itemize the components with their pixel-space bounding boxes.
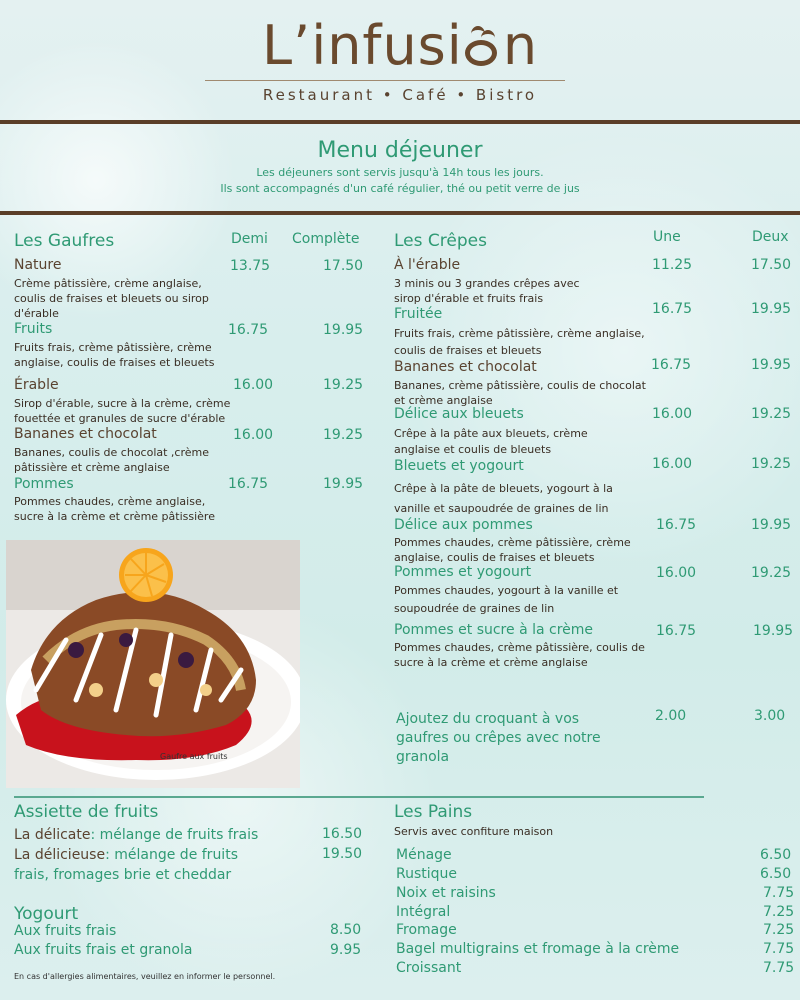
gaufre-name: Érable <box>14 377 59 393</box>
crepe-name: Pommes et sucre à la crème <box>394 622 594 638</box>
pain-item: Intégral <box>396 904 451 920</box>
pain-item: Bagel multigrains et fromage à la crème <box>396 941 680 957</box>
pain-price: 6.50 <box>760 847 792 863</box>
gaufre-description: Crème pâtissière, crème anglaise, coulis de fraises et bleuets ou sirop d'érable <box>14 277 209 320</box>
crepe-price-deux: 19.25 <box>751 456 792 472</box>
yogourt-price: 8.50 <box>330 922 362 938</box>
crepes-col-deux: Deux <box>752 229 789 245</box>
yogourt-price: 9.95 <box>330 942 362 958</box>
gaufre-price-demi: 13.75 <box>230 258 271 274</box>
gaufres-col-demi: Demi <box>231 231 268 247</box>
crepe-description: Pommes chaudes, yogourt à la vanille et soupoudrée de graines de lin <box>394 584 619 615</box>
pain-price: 6.50 <box>760 866 792 882</box>
top-divider <box>0 120 800 124</box>
crepe-description: Crêpe à la pâte de bleuets, yogourt à la vanille et saupoudrée de graines de lin <box>394 482 613 515</box>
crepe-price-une: 16.75 <box>656 623 697 639</box>
delicieuse-price: 19.50 <box>322 846 363 862</box>
crepe-name: Pommes et yogourt <box>394 564 532 580</box>
crepe-price-une: 16.75 <box>651 357 692 373</box>
gaufre-name: Nature <box>14 257 62 273</box>
menu-intro-1: Les déjeuners sont servis jusqu'à 14h tous les jours. <box>256 166 544 179</box>
granola-addon: Ajoutez du croquant à vos gaufres ou crêpes avec notre granola <box>396 711 601 765</box>
crepe-name: Bleuets et yogourt <box>394 458 524 474</box>
crepe-description: Pommes chaudes, crème pâtissière, crème anglaise, coulis de fraises et bleuets <box>394 536 631 564</box>
crepe-name: Fruitée <box>394 306 443 322</box>
crepe-name: Délice aux bleuets <box>394 406 524 422</box>
pain-item: Noix et raisins <box>396 885 496 901</box>
delicate-text: : mélange de fruits frais <box>90 827 259 843</box>
gaufre-price-complete: 19.95 <box>323 476 364 492</box>
crepe-price-deux: 19.95 <box>751 517 792 533</box>
pain-price: 7.25 <box>763 922 795 938</box>
pains-title: Les Pains <box>394 802 473 822</box>
crepe-price-deux: 19.95 <box>753 623 794 639</box>
pain-price: 7.75 <box>763 960 795 976</box>
crepe-price-une: 16.00 <box>652 456 693 472</box>
crepes-title: Les Crêpes <box>394 231 487 251</box>
brand-logo <box>0 16 800 76</box>
pain-item: Croissant <box>396 960 462 976</box>
crepe-price-deux: 17.50 <box>751 257 792 273</box>
yogourt-item: Aux fruits frais <box>14 923 117 939</box>
gaufre-name: Bananes et chocolat <box>14 426 157 442</box>
crepe-price-deux: 19.25 <box>751 406 792 422</box>
crepe-name: Bananes et chocolat <box>394 359 537 375</box>
gaufre-description: Bananes, coulis de chocolat ,crème pâtissière et crème anglaise <box>14 446 210 474</box>
menu-title: Menu déjeuner <box>317 138 483 163</box>
gaufre-price-demi: 16.75 <box>228 476 269 492</box>
gaufre-description: Sirop d'érable, sucre à la crème, crème fouettée et granules de sucre d'érable <box>14 397 231 425</box>
gaufre-price-complete: 19.25 <box>323 377 364 393</box>
coffee-cup-icon <box>463 26 503 70</box>
gaufres-title: Les Gaufres <box>14 231 115 251</box>
crepe-name: Délice aux pommes <box>394 517 533 533</box>
pains-subtitle: Servis avec confiture maison <box>394 825 554 838</box>
menu-intro-2: Ils sont accompagnés d'un café régulier, thé ou petit verre de jus <box>220 182 580 195</box>
gaufre-description: Pommes chaudes, crème anglaise, sucre à la crème et crème pâtissière <box>14 495 215 523</box>
gaufre-name: Pommes <box>14 476 74 492</box>
crepe-description: Bananes, crème pâtissière, coulis de chocolat et crème anglaise <box>394 379 646 407</box>
delicieuse-label: La délicieuse <box>14 847 106 863</box>
crepe-description: 3 minis ou 3 grandes crêpes avec sirop d'érable et fruits frais <box>394 277 580 305</box>
gaufre-price-demi: 16.00 <box>233 377 274 393</box>
gaufre-price-complete: 19.95 <box>323 322 364 338</box>
gaufres-col-complete: Complète <box>292 231 360 247</box>
gaufre-name: Fruits <box>14 321 53 337</box>
photo-caption: Gaufre aux fruits <box>160 752 228 761</box>
delicieuse-text: : mélange de fruits frais, fromages brie et cheddar <box>14 847 238 883</box>
gaufre-price-complete: 17.50 <box>323 258 364 274</box>
gaufre-price-demi: 16.00 <box>233 427 274 443</box>
crepe-price-deux: 19.95 <box>751 357 792 373</box>
crepe-price-une: 11.25 <box>652 257 693 273</box>
brand-tagline: Restaurant • Café • Bistro <box>262 86 538 104</box>
crepe-description: Crêpe à la pâte aux bleuets, crème anglaise et coulis de bleuets <box>394 427 588 456</box>
section-divider <box>14 796 704 798</box>
crepe-description: Fruits frais, crème pâtissière, crème anglaise, coulis de fraises et bleuets <box>394 327 645 357</box>
pain-price: 7.75 <box>763 885 795 901</box>
pain-item: Rustique <box>396 866 458 882</box>
brand-name: L’infusi n <box>261 14 539 77</box>
granola-price-deux: 3.00 <box>754 708 786 724</box>
crepe-description: Pommes chaudes, crème pâtissière, coulis de sucre à la crème et crème anglaise <box>394 641 645 669</box>
fruits-title: Assiette de fruits <box>14 802 159 822</box>
delicate-price: 16.50 <box>322 826 363 842</box>
gaufre-description: Fruits frais, crème pâtissière, crème anglaise, coulis de fraises et bleuets <box>14 341 215 369</box>
pain-price: 7.75 <box>763 941 795 957</box>
crepes-col-une: Une <box>653 229 681 245</box>
waffle-photo <box>6 540 300 788</box>
pain-item: Fromage <box>396 922 457 938</box>
crepe-price-deux: 19.25 <box>751 565 792 581</box>
granola-price-une: 2.00 <box>655 708 687 724</box>
allergy-note: En cas d'allergies alimentaires, veuillez en informer le personnel. <box>14 972 276 981</box>
crepe-price-une: 16.00 <box>656 565 697 581</box>
crepe-price-deux: 19.95 <box>751 301 792 317</box>
gaufre-price-complete: 19.25 <box>323 427 364 443</box>
crepe-price-une: 16.75 <box>656 517 697 533</box>
yogourt-item: Aux fruits frais et granola <box>14 942 193 958</box>
fruit-plates-description <box>14 825 260 885</box>
pain-price: 7.25 <box>763 904 795 920</box>
logo-divider <box>205 80 565 81</box>
crepe-price-une: 16.00 <box>652 406 693 422</box>
yogourt-title: Yogourt <box>14 904 79 924</box>
header-bottom-divider <box>0 211 800 215</box>
crepe-price-une: 16.75 <box>652 301 693 317</box>
gaufre-price-demi: 16.75 <box>228 322 269 338</box>
crepe-name: À l'érable <box>394 257 461 273</box>
pain-item: Ménage <box>396 847 452 863</box>
delicate-label: La délicate <box>14 827 91 843</box>
